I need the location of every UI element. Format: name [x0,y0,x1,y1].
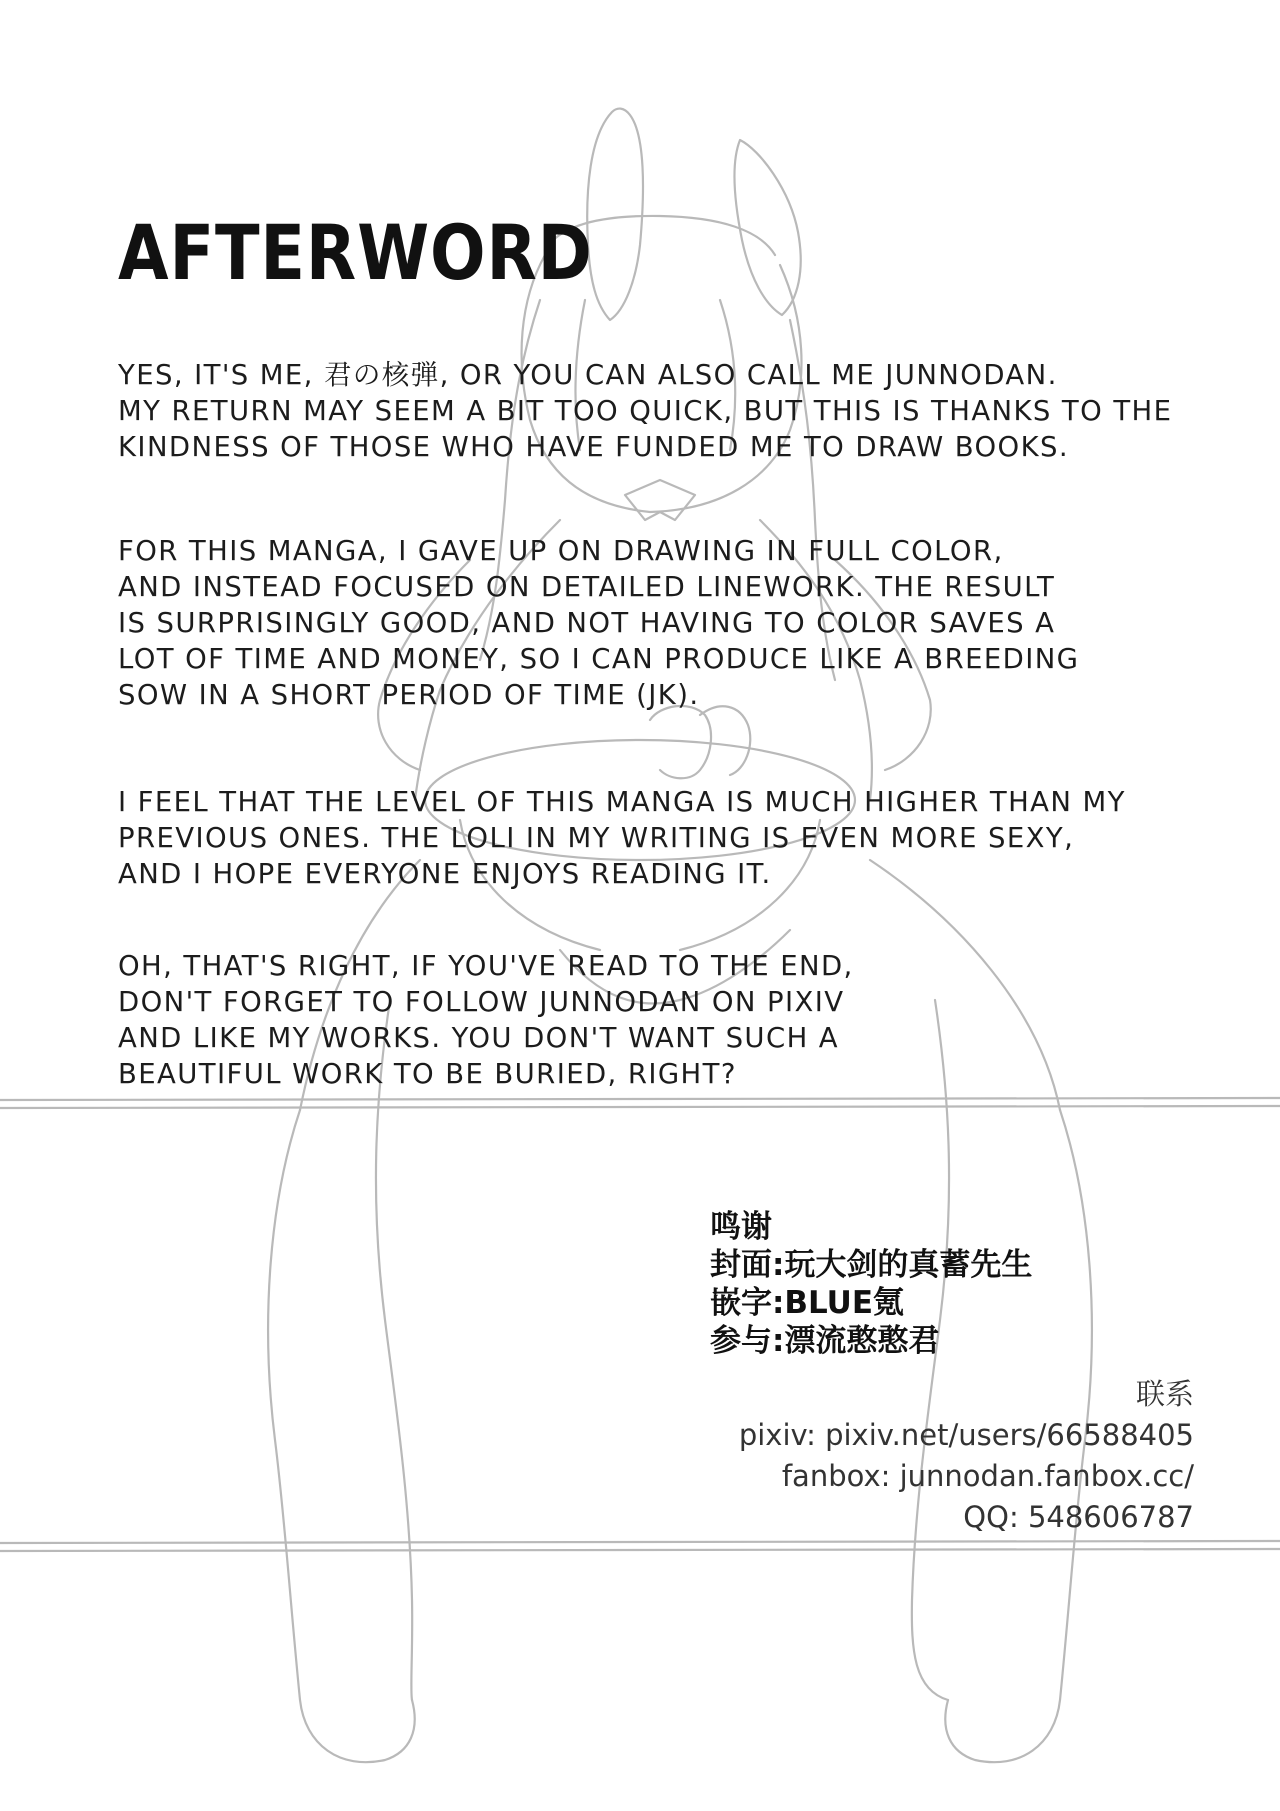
paragraph-2: FOR THIS MANGA, I GAVE UP ON DRAWING IN FULL COLOR, AND INSTEAD FOCUSED ON DETAILED LINEWORK. THE RESULT IS SURPRISINGLY GOOD, AND NOT HAVING TO COLOR SAVES A LOT OF TIME AND MONEY, SO I CAN PRODUCE LIKE A BREEDING SOW IN A SHORT PERIOD OF TIME (JK). [118,535,1080,711]
credits-list [710,1208,1032,1360]
contact-qq: QQ: 548606787 [963,1500,1194,1534]
paragraph-4: OH, THAT'S RIGHT, IF YOU'VE READ TO THE END, DON'T FORGET TO FOLLOW JUNNODAN ON PIXIV AND LIKE MY WORKS. YOU DON'T WANT SUCH A BEAUTIFUL WORK TO BE BURIED, RIGHT? [118,950,854,1090]
page-title: AFTERWORD [118,208,593,297]
contact-heading: 联系 [1135,1377,1194,1411]
contact-pixiv: pixiv: pixiv.net/users/66588405 [738,1418,1194,1452]
credit-cover: 封面:玩大剑的真蓄先生 [710,1247,1033,1283]
paragraph-3: I FEEL THAT THE LEVEL OF THIS MANGA IS MUCH HIGHER THAN MY PREVIOUS ONES. THE LOLI IN MY WRITING IS EVEN MORE SEXY, AND I HOPE EVERYONE ENJOYS READING IT. [118,786,1126,890]
contact-block [739,1374,1194,1538]
credit-participation: 参与:漂流憨憨君 [710,1323,940,1359]
paragraph-1: YES, IT'S ME, 君の核弾, OR YOU CAN ALSO CALL ME JUNNODAN. MY RETURN MAY SEEM A BIT TOO QUICK, BUT THIS IS THANKS TO THE KINDNESS OF THOSE WHO HAVE FUNDED ME TO DRAW BOOKS. [118,359,1173,463]
credits-heading: 鸣谢 [710,1209,772,1245]
contact-fanbox: fanbox: junnodan.fanbox.cc/ [781,1459,1194,1493]
credit-typeset: 嵌字:BLUE氪 [710,1285,905,1321]
